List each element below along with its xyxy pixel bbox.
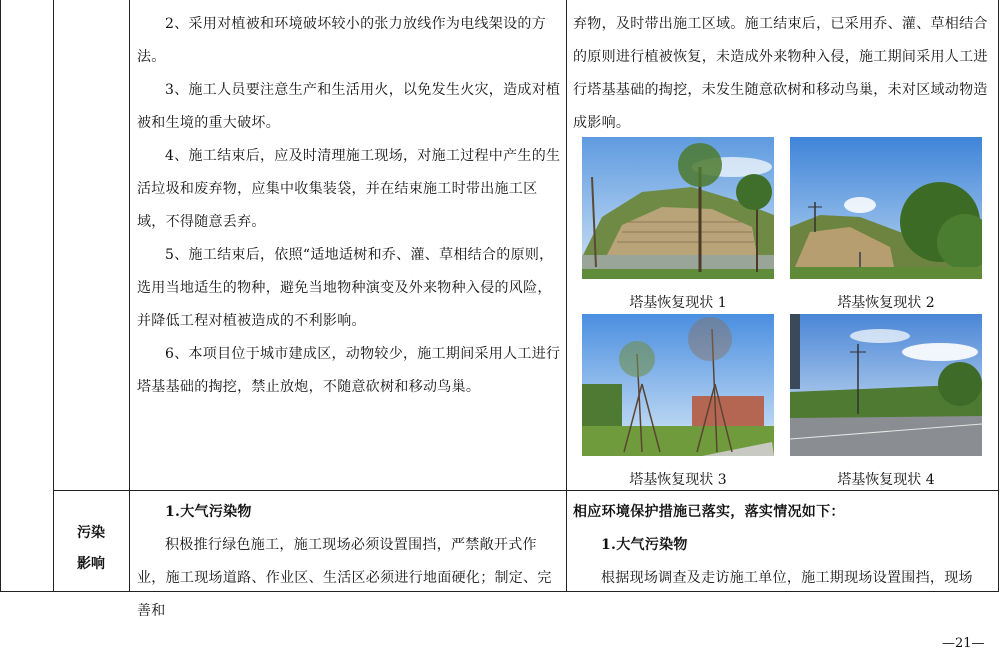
measure-item-5: 5、施工结束后，依照“适地适树和乔、灌、草相结合的原则，选用当地适生的物种，避免当地物种演变及外来物种入侵的风险，并降低工程对植被造成的不利影响。 xyxy=(137,247,554,329)
pollution-label-line2: 影响 xyxy=(77,556,105,572)
table-row-divider xyxy=(53,490,999,491)
photo-caption-3: 塔基恢复现状 3 xyxy=(629,472,727,488)
tower-restoration-photo-2 xyxy=(790,137,982,279)
table-border-left xyxy=(0,0,1,592)
pollution-label-line1: 污染 xyxy=(77,525,105,541)
implementation-heading: 相应环境保护措施已落实，落实情况如下： xyxy=(573,504,845,520)
air-pollutant-heading-left: 1.大气污染物 xyxy=(165,504,252,520)
measure-item-2: 2、采用对植被和环境破坏较小的张力放线作为电线架设的方法。 xyxy=(137,16,547,65)
photo-caption-4: 塔基恢复现状 4 xyxy=(837,472,935,488)
air-pollutant-measures: 积极推行绿色施工，施工现场必须设置围挡，严禁敞开式作业，施工现场道路、作业区、生活区必须进行地面硬化；制定、完善和 xyxy=(137,537,552,619)
tower-restoration-photo-4 xyxy=(790,314,982,456)
pollution-impact-label xyxy=(53,518,129,580)
ecology-measures xyxy=(137,8,561,404)
table-col-divider-3 xyxy=(566,0,567,592)
photo-caption-1: 塔基恢复现状 1 xyxy=(629,295,727,311)
measure-item-6: 6、本项目位于城市建成区，动物较少，施工期间采用人工进行塔基基础的掏挖，禁止放炮，不随意砍树和移动鸟巢。 xyxy=(137,346,561,395)
tower-restoration-photo-1 xyxy=(582,137,774,279)
air-pollutant-heading-right: 1.大气污染物 xyxy=(601,537,688,553)
measure-item-3: 3、施工人员要注意生产和生活用火，以免发生火灾，造成对植被和生境的重大破坏。 xyxy=(137,82,561,131)
page-number: —21— xyxy=(942,636,985,651)
table-col-divider-1 xyxy=(53,0,54,592)
tower-restoration-photo-3 xyxy=(582,314,774,456)
air-pollutant-implementation: 根据现场调查及走访施工单位，施工期现场设置围挡，现场 xyxy=(601,570,973,586)
table-col-divider-2 xyxy=(129,0,130,592)
photo-caption-2: 塔基恢复现状 2 xyxy=(837,295,935,311)
measure-item-4: 4、施工结束后，应及时清理施工现场，对施工过程中产生的生活垃圾和废弃物，应集中收集装袋，并在结束施工时带出施工区域，不得随意丢弃。 xyxy=(137,148,561,230)
table-border-right xyxy=(998,0,999,592)
implementation-text: 弃物，及时带出施工区域。施工结束后，已采用乔、灌、草相结合的原则进行植被恢复，未造成外来物种入侵，施工期间采用人工进行塔基基础的掏挖，未发生随意砍树和移动鸟巢，未对区域动物造成影响。 xyxy=(573,16,988,131)
